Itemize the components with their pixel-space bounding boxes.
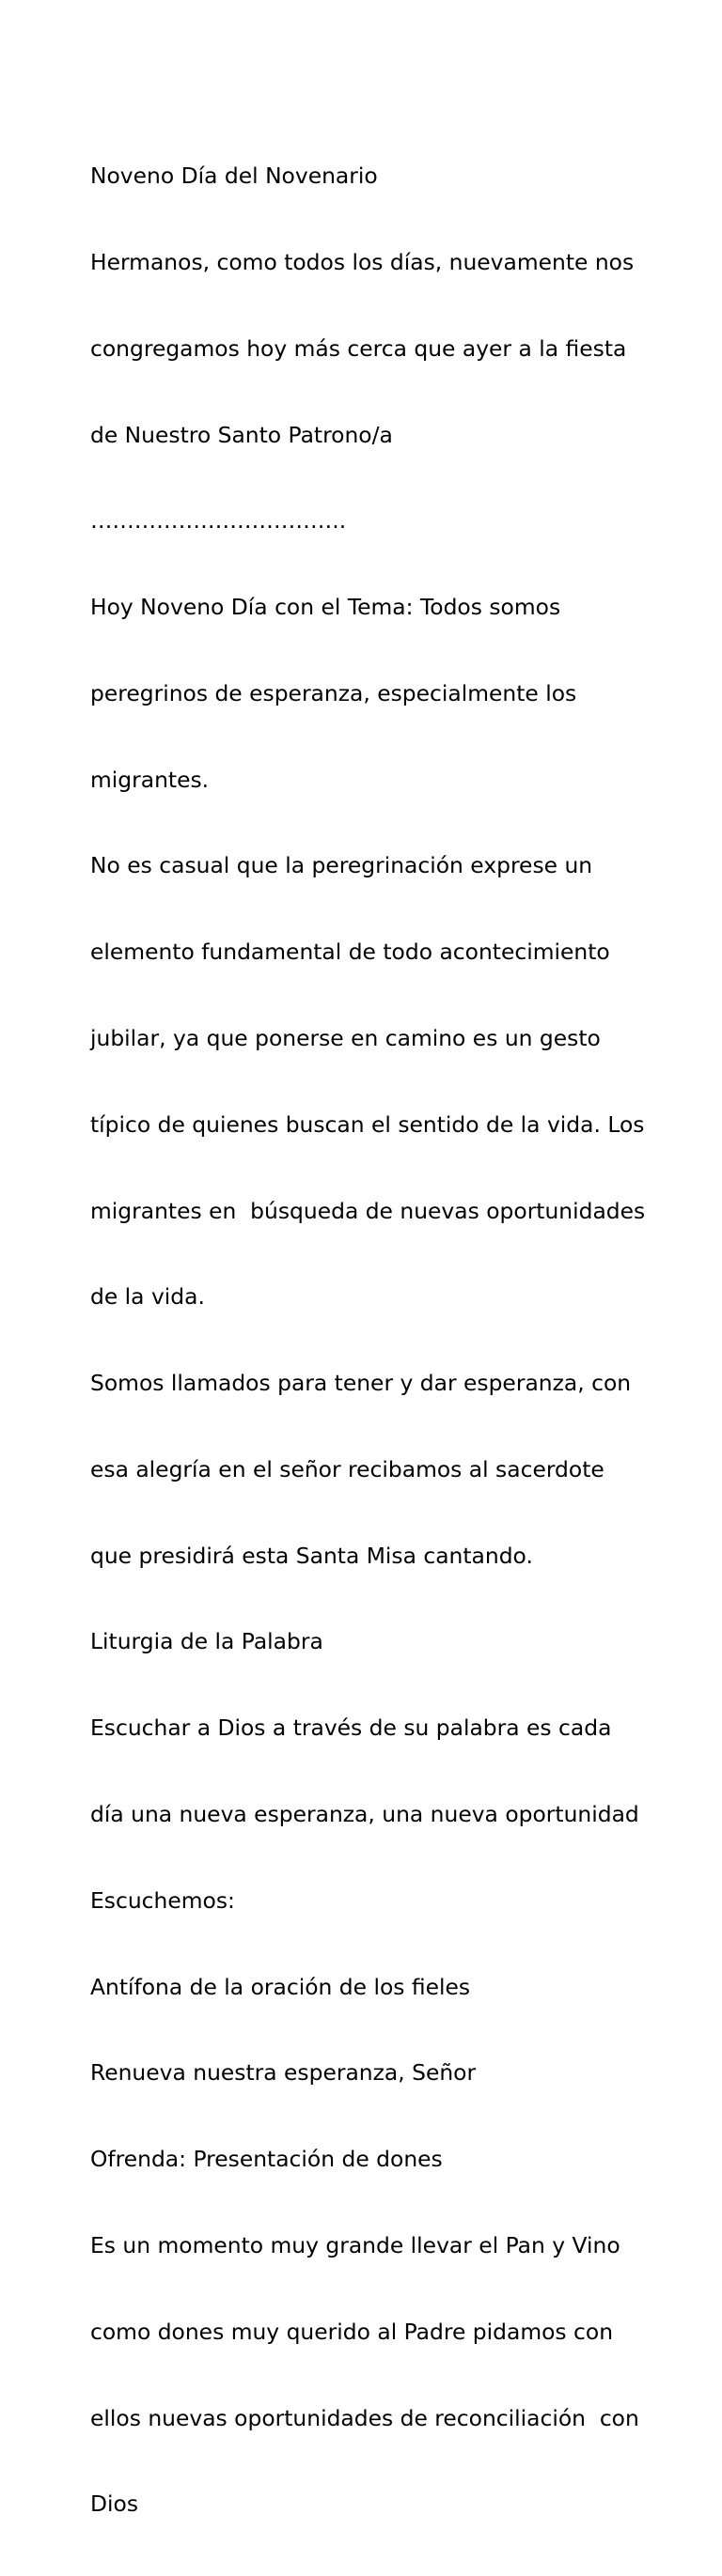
text-line: día una nueva esperanza, una nueva oportunidad bbox=[90, 1801, 639, 1828]
text-line: No es casual que la peregrinación exprese un bbox=[90, 852, 593, 879]
text-line: Hoy Noveno Día con el Tema: Todos somos bbox=[90, 594, 561, 621]
document-text bbox=[90, 104, 711, 2576]
text-line: que presidirá esta Santa Misa cantando. bbox=[90, 1542, 533, 1569]
text-line: de Nuestro Santo Patrono/a bbox=[90, 421, 393, 448]
text-line: jubilar, ya que ponerse en camino es un gesto bbox=[90, 1025, 601, 1051]
section-heading: Ofrenda: Presentación de dones bbox=[90, 2146, 443, 2173]
text-line: elemento fundamental de todo acontecimiento bbox=[90, 939, 610, 966]
text-line: migrantes. bbox=[90, 766, 210, 793]
text-line: Somos llamados para tener y dar esperanza, con bbox=[90, 1370, 632, 1397]
text-line: de la vida. bbox=[90, 1283, 205, 1311]
text-line: Es un momento muy grande llevar el Pan y Vino bbox=[90, 2231, 620, 2258]
ellipsis-line: …………………………….. bbox=[90, 507, 347, 535]
text-line: congregamos hoy más cerca que ayer a la fiesta bbox=[90, 334, 627, 362]
text-line: ellos nuevas oportunidades de reconciliación con bbox=[90, 2404, 639, 2431]
text-line: Renueva nuestra esperanza, Señor bbox=[90, 2059, 477, 2087]
text-line: Escuchar a Dios a través de su palabra es cada bbox=[90, 1715, 612, 1742]
text-line: migrantes en búsqueda de nuevas oportunidades bbox=[90, 1197, 646, 1224]
text-line: Hermanos, como todos los días, nuevamente nos bbox=[90, 248, 635, 275]
text-line: peregrinos de esperanza, especialmente los bbox=[90, 679, 577, 706]
section-heading: Liturgia de la Palabra bbox=[90, 1628, 323, 1655]
text-line: esa alegría en el señor recibamos al sacerdote bbox=[90, 1455, 604, 1482]
document-title: Noveno Día del Novenario bbox=[90, 163, 378, 190]
text-line: Dios bbox=[90, 2491, 139, 2518]
text-line: como dones muy querido al Padre pidamos con bbox=[90, 2318, 614, 2345]
section-heading: Antífona de la oración de los fieles bbox=[90, 1973, 471, 2000]
text-line: típico de quienes buscan el sentido de la vida. Los bbox=[90, 1110, 645, 1138]
text-line: Escuchemos: bbox=[90, 1886, 235, 1914]
